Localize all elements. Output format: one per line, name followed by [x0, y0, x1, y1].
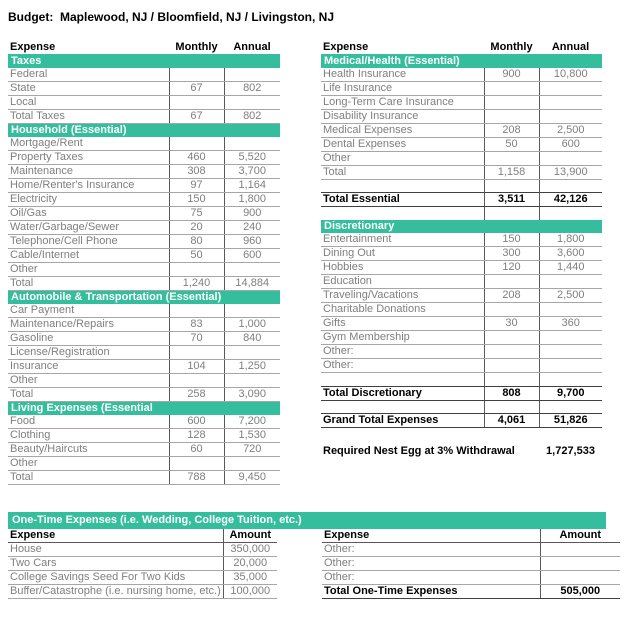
expense-label-cell: Education — [321, 275, 484, 289]
monthly-value-cell — [484, 81, 539, 95]
annual-value-cell: 51,826 — [539, 414, 602, 428]
spacer-row — [321, 373, 602, 386]
annual-value-cell: 600 — [224, 248, 280, 262]
table-row — [321, 345, 602, 359]
one-time-tables — [8, 529, 626, 599]
monthly-value-cell: 600 — [169, 415, 224, 429]
table-row — [8, 276, 280, 290]
monthly-value-cell: 97 — [169, 178, 224, 192]
expense-label-cell: Maintenance — [8, 164, 169, 178]
table-row — [8, 137, 280, 151]
column-header-row — [8, 41, 280, 54]
monthly-value-cell — [169, 262, 224, 276]
table-row — [8, 304, 280, 318]
one-time-section-title: One-Time Expenses (i.e. Wedding, College Tuition, etc.) — [12, 513, 302, 526]
expense-label-cell: Total — [8, 387, 169, 401]
annual-value-cell: Annual — [551, 41, 590, 54]
expense-label-cell: Expense — [10, 41, 56, 54]
expense-label-cell: Medical Expenses — [321, 123, 484, 137]
section-header-row — [8, 401, 280, 415]
annual-value-cell — [539, 109, 602, 123]
annual-value-cell: 42,126 — [539, 193, 602, 207]
monthly-value-cell: 3,511 — [484, 193, 539, 207]
monthly-value-cell: 104 — [169, 359, 224, 373]
table-row — [8, 345, 280, 359]
expense-label-cell: State — [8, 81, 169, 95]
monthly-value-cell — [169, 456, 224, 470]
expense-label-cell: Other — [8, 262, 169, 276]
table-row — [8, 95, 280, 109]
monthly-value-cell — [169, 95, 224, 109]
section-title: Taxes — [8, 54, 280, 67]
monthly-value-cell: 4,061 — [484, 414, 539, 428]
section-header-row — [8, 290, 280, 304]
expense-label-cell: Grand Total Expenses — [321, 414, 484, 428]
section-header-row — [8, 54, 280, 67]
spacer-row — [321, 207, 602, 220]
expense-label-cell: Other: — [321, 359, 484, 373]
monthly-value-cell: 300 — [484, 247, 539, 261]
monthly-value-cell — [169, 304, 224, 318]
table-row — [321, 193, 602, 207]
expense-label-cell: Other: — [321, 345, 484, 359]
table-row — [8, 570, 277, 584]
table-row — [321, 233, 602, 247]
expense-label-cell: College Savings Seed For Two Kids — [8, 570, 223, 584]
monthly-value-cell: 20 — [169, 220, 224, 234]
table-row — [8, 556, 277, 570]
table-row — [8, 220, 280, 234]
monthly-value-cell: 308 — [169, 164, 224, 178]
annual-value-cell — [539, 207, 602, 220]
table-row — [321, 165, 602, 179]
expense-label-cell: Dining Out — [321, 247, 484, 261]
table-row — [8, 470, 280, 484]
monthly-value-cell: 900 — [484, 68, 539, 82]
annual-value-cell: 1,250 — [224, 359, 280, 373]
column-header-row — [321, 41, 602, 54]
expense-label-cell: Other: — [322, 570, 540, 584]
annual-value-cell — [539, 303, 602, 317]
amount-value-cell: Amount — [540, 529, 620, 543]
table-row — [8, 248, 280, 262]
table-row — [322, 584, 620, 598]
annual-value-cell — [224, 373, 280, 387]
expense-label-cell: Other — [321, 151, 484, 165]
monthly-value-cell — [484, 275, 539, 289]
expense-label-cell: Other — [8, 373, 169, 387]
expense-label-cell — [321, 207, 484, 220]
table-row — [8, 150, 280, 164]
annual-value-cell: 3,700 — [224, 164, 280, 178]
annual-value-cell — [539, 373, 602, 386]
monthly-value-cell: 120 — [484, 261, 539, 275]
expense-label-cell: Food — [8, 415, 169, 429]
monthly-value-cell: 788 — [169, 470, 224, 484]
annual-value-cell: 14,884 — [224, 276, 280, 290]
table-row — [8, 262, 280, 276]
expense-label-cell: Total — [321, 165, 484, 179]
annual-value-cell: 840 — [224, 331, 280, 345]
expense-label-cell: Gasoline — [8, 331, 169, 345]
expense-label-cell: Local — [8, 95, 169, 109]
expense-label-cell: Oil/Gas — [8, 206, 169, 220]
table-row — [8, 317, 280, 331]
table-row — [8, 415, 280, 429]
annual-value-cell: 2,500 — [539, 123, 602, 137]
annual-value-cell: 802 — [224, 109, 280, 123]
table-row — [321, 68, 602, 82]
annual-value-cell: 600 — [539, 137, 602, 151]
expense-label-cell: Life Insurance — [321, 81, 484, 95]
monthly-value-cell — [484, 207, 539, 220]
table-row — [8, 584, 277, 598]
annual-value-cell: 1,000 — [224, 317, 280, 331]
expense-label-cell: Health Insurance — [321, 68, 484, 82]
table-row — [321, 386, 602, 400]
monthly-value-cell: 30 — [484, 317, 539, 331]
expense-label-cell: Insurance — [8, 359, 169, 373]
table-row — [8, 81, 280, 95]
monthly-value-cell: 150 — [169, 192, 224, 206]
table-row — [321, 95, 602, 109]
table-row — [321, 123, 602, 137]
expense-label-cell: Federal — [8, 68, 169, 82]
section-title: Household (Essential) — [8, 123, 280, 137]
amount-value-cell: 350,000 — [223, 542, 277, 556]
expense-label-cell: Clothing — [8, 428, 169, 442]
amount-value-cell — [540, 570, 620, 584]
table-row — [322, 556, 620, 570]
annual-value-cell: 2,500 — [539, 289, 602, 303]
annual-value-cell — [539, 345, 602, 359]
annual-value-cell — [224, 137, 280, 151]
annual-value-cell: 1,164 — [224, 178, 280, 192]
annual-value-cell — [539, 151, 602, 165]
expense-label-cell: Total Discretionary — [321, 386, 484, 400]
expense-label-cell: Other: — [322, 542, 540, 556]
table-row — [321, 275, 602, 289]
annual-value-cell — [224, 345, 280, 359]
expense-label-cell: Long-Term Care Insurance — [321, 95, 484, 109]
table-row — [8, 192, 280, 206]
expense-label-cell: Property Taxes — [8, 150, 169, 164]
monthly-value-cell: 208 — [484, 123, 539, 137]
monthly-annual-tables — [8, 41, 626, 485]
annual-value-cell: 1,440 — [539, 261, 602, 275]
expense-label-cell — [321, 400, 484, 413]
annual-value-cell: 960 — [224, 234, 280, 248]
expense-label-cell — [321, 179, 484, 192]
table-row — [8, 359, 280, 373]
monthly-value-cell: 128 — [169, 428, 224, 442]
monthly-value-cell — [484, 331, 539, 345]
monthly-value-cell — [484, 95, 539, 109]
expense-label-cell: Home/Renter's Insurance — [8, 178, 169, 192]
expense-label-cell: Electricity — [8, 192, 169, 206]
one-time-table-right — [322, 529, 620, 599]
annual-value-cell — [224, 95, 280, 109]
expense-label-cell: Total Taxes — [8, 109, 169, 123]
table-row — [322, 570, 620, 584]
expense-label-cell: Two Cars — [8, 556, 223, 570]
monthly-value-cell: 83 — [169, 317, 224, 331]
page-title: Budget: Maplewood, NJ / Bloomfield, NJ / Livingston, NJ — [8, 10, 335, 24]
amount-value-cell: 20,000 — [223, 556, 277, 570]
expense-label-cell: Total Essential — [321, 193, 484, 207]
spacer-row — [321, 428, 602, 439]
amount-value-cell — [540, 556, 620, 570]
expense-label-cell: Telephone/Cell Phone — [8, 234, 169, 248]
expense-label-cell: Disability Insurance — [321, 109, 484, 123]
annual-value-cell — [224, 304, 280, 318]
section-header-row — [321, 54, 602, 67]
annual-value-cell: 1,800 — [539, 233, 602, 247]
monthly-value-cell — [169, 345, 224, 359]
expense-label-cell: Other — [8, 456, 169, 470]
section-title: Medical/Health (Essential) — [321, 54, 602, 67]
amount-value-cell: Amount — [223, 529, 277, 543]
expense-label-cell: Expense — [8, 529, 223, 543]
table-row — [321, 81, 602, 95]
table-row — [8, 442, 280, 456]
one-time-table-left — [8, 529, 277, 599]
expense-label-cell: Other: — [322, 556, 540, 570]
table-row — [321, 331, 602, 345]
annual-value-cell: 240 — [224, 220, 280, 234]
monthly-value-cell — [169, 373, 224, 387]
spacer-row — [321, 179, 602, 192]
section-header-row — [8, 123, 280, 137]
monthly-value-cell: 1,158 — [484, 165, 539, 179]
monthly-value-cell: Monthly — [175, 41, 218, 54]
table-row — [8, 234, 280, 248]
annual-value-cell: 10,800 — [539, 68, 602, 82]
monthly-value-cell — [169, 68, 224, 82]
annual-value-cell: Annual — [233, 41, 271, 54]
monthly-value-cell — [484, 151, 539, 165]
table-row — [321, 261, 602, 275]
table-row — [8, 331, 280, 345]
expense-label-cell: Maintenance/Repairs — [8, 317, 169, 331]
annual-value-cell — [539, 331, 602, 345]
table-row — [8, 428, 280, 442]
table-row — [8, 542, 277, 556]
expense-label-cell: Gym Membership — [321, 331, 484, 345]
monthly-value-cell: 70 — [169, 331, 224, 345]
expense-label-cell: Beauty/Haircuts — [8, 442, 169, 456]
table-row — [321, 439, 602, 458]
table-row — [322, 542, 620, 556]
annual-value-cell: 1,800 — [224, 192, 280, 206]
expense-label-cell: Entertainment — [321, 233, 484, 247]
expense-label-cell: Dental Expenses — [321, 137, 484, 151]
monthly-value-cell — [484, 109, 539, 123]
nest-egg-label: Required Nest Egg at 3% Withdrawal — [323, 444, 515, 457]
table-row — [8, 109, 280, 123]
expense-label-cell: Total — [8, 276, 169, 290]
annual-value-cell: 9,450 — [224, 470, 280, 484]
expenses-table-right — [321, 41, 602, 458]
expense-label-cell: Hobbies — [321, 261, 484, 275]
annual-value-cell: 802 — [224, 81, 280, 95]
monthly-value-cell: 50 — [484, 137, 539, 151]
one-time-section-band — [8, 512, 606, 529]
annual-value-cell: 13,900 — [539, 165, 602, 179]
monthly-value-cell: 258 — [169, 387, 224, 401]
table-row — [8, 373, 280, 387]
amount-value-cell: 505,000 — [540, 584, 620, 598]
expense-label-cell: Cable/Internet — [8, 248, 169, 262]
monthly-value-cell: 75 — [169, 206, 224, 220]
annual-value-cell: 3,600 — [539, 247, 602, 261]
amount-value-cell: 35,000 — [223, 570, 277, 584]
section-title: Automobile & Transportation (Essential) — [8, 290, 280, 304]
annual-value-cell — [539, 81, 602, 95]
expense-label-cell: Total — [8, 470, 169, 484]
annual-value-cell: 7,200 — [224, 415, 280, 429]
monthly-value-cell: 1,240 — [169, 276, 224, 290]
annual-value-cell — [539, 95, 602, 109]
table-row — [8, 206, 280, 220]
annual-value-cell: 9,700 — [539, 386, 602, 400]
annual-value-cell: 900 — [224, 206, 280, 220]
column-header-row — [8, 529, 277, 543]
monthly-value-cell: 808 — [484, 386, 539, 400]
table-row — [8, 387, 280, 401]
table-row — [321, 303, 602, 317]
expense-label-cell: Water/Garbage/Sewer — [8, 220, 169, 234]
annual-value-cell — [224, 68, 280, 82]
nest-egg-value-cell: 1,727,533 — [546, 444, 595, 457]
expense-label-cell: Buffer/Catastrophe (i.e. nursing home, etc.) — [8, 584, 223, 598]
annual-value-cell: 1,530 — [224, 428, 280, 442]
column-header-row — [322, 529, 620, 543]
annual-value-cell — [539, 359, 602, 373]
expense-label-cell: Car Payment — [8, 304, 169, 318]
section-title: Discretionary — [321, 220, 602, 233]
table-row — [321, 137, 602, 151]
table-row — [321, 359, 602, 373]
section-title: Living Expenses (Essential — [8, 401, 280, 415]
monthly-value-cell — [484, 303, 539, 317]
expense-label-cell: House — [8, 542, 223, 556]
monthly-value-cell: 60 — [169, 442, 224, 456]
section-header-row — [321, 220, 602, 233]
expense-label-cell: License/Registration — [8, 345, 169, 359]
expense-label-cell: Traveling/Vacations — [321, 289, 484, 303]
annual-value-cell — [539, 400, 602, 413]
table-row — [8, 164, 280, 178]
expense-label-cell: Mortgage/Rent — [8, 137, 169, 151]
expense-label-cell: Charitable Donations — [321, 303, 484, 317]
expense-label-cell: Gifts — [321, 317, 484, 331]
table-row — [8, 456, 280, 470]
expense-label-cell: Expense — [322, 529, 540, 543]
monthly-value-cell: 67 — [169, 81, 224, 95]
monthly-value-cell: 80 — [169, 234, 224, 248]
monthly-value-cell: Monthly — [490, 41, 533, 54]
amount-value-cell: 100,000 — [223, 584, 277, 598]
amount-value-cell — [540, 542, 620, 556]
monthly-value-cell — [484, 179, 539, 192]
table-row — [321, 414, 602, 428]
annual-value-cell: 5,520 — [224, 150, 280, 164]
spacer-row — [321, 400, 602, 413]
table-row — [321, 247, 602, 261]
annual-value-cell — [539, 275, 602, 289]
monthly-value-cell — [484, 400, 539, 413]
annual-value-cell — [224, 262, 280, 276]
table-row — [321, 151, 602, 165]
annual-value-cell — [224, 456, 280, 470]
table-row — [321, 109, 602, 123]
monthly-value-cell: 208 — [484, 289, 539, 303]
monthly-value-cell: 150 — [484, 233, 539, 247]
spacer-cell — [321, 428, 602, 439]
monthly-value-cell — [484, 359, 539, 373]
table-row — [321, 317, 602, 331]
monthly-value-cell — [484, 345, 539, 359]
monthly-value-cell: 50 — [169, 248, 224, 262]
table-row — [8, 68, 280, 82]
table-row — [321, 289, 602, 303]
annual-value-cell — [539, 179, 602, 192]
table-row — [8, 178, 280, 192]
monthly-value-cell: 67 — [169, 109, 224, 123]
annual-value-cell: 720 — [224, 442, 280, 456]
monthly-value-cell: 460 — [169, 150, 224, 164]
monthly-value-cell — [484, 373, 539, 386]
expense-label-cell: Total One-Time Expenses — [322, 584, 540, 598]
expenses-table-left — [8, 41, 280, 485]
expense-label-cell — [321, 373, 484, 386]
expense-label-cell: Expense — [323, 41, 369, 54]
annual-value-cell: 3,090 — [224, 387, 280, 401]
annual-value-cell: 360 — [539, 317, 602, 331]
monthly-value-cell — [169, 137, 224, 151]
